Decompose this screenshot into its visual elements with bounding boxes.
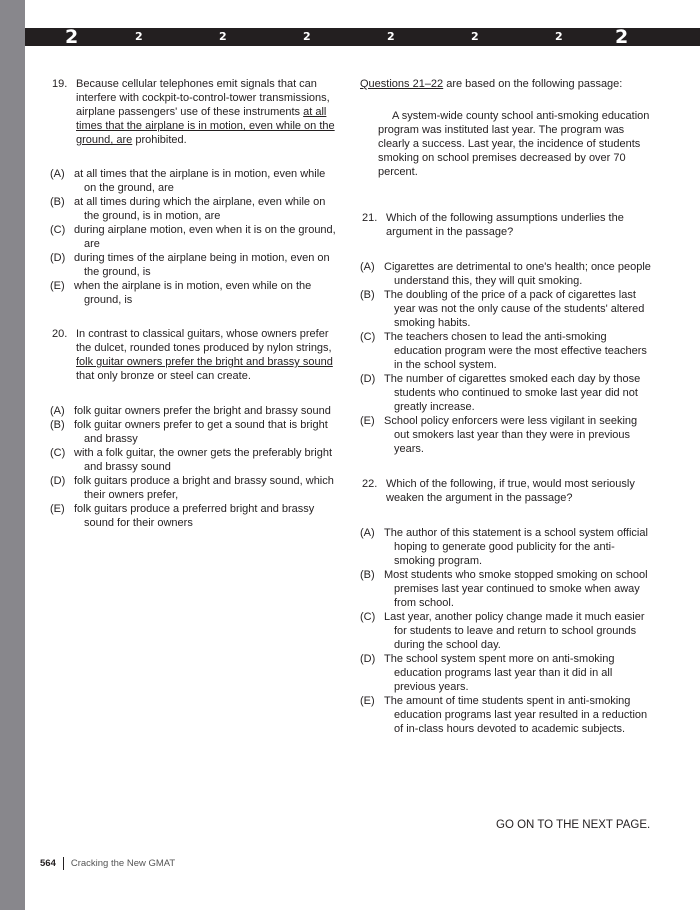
option-letter: (C) <box>360 331 376 343</box>
option-text: The author of this statement is a school system official hoping to generate good publicity for the anti-smoking program. <box>384 527 648 567</box>
option-letter: (A) <box>360 261 375 273</box>
q21-options <box>360 260 652 456</box>
passage-question-range: Questions 21–22 <box>360 78 444 90</box>
page-number: 564 <box>40 858 56 870</box>
answer-option[interactable] <box>360 288 652 330</box>
option-letter: (D) <box>50 475 66 487</box>
question-stem: Which of the following, if true, would most seriously weaken the argument in the passage? <box>386 478 635 504</box>
option-text: when the airplane is in motion, even while on the ground, is <box>74 280 312 306</box>
option-letter: (A) <box>360 527 375 539</box>
option-text: School policy enforcers were less vigilant in seeking out smokers last year than they were in previous years. <box>384 415 638 455</box>
q20-options <box>50 404 340 530</box>
section-header-bar <box>25 28 700 46</box>
passage-text: A system-wide county school anti-smoking education program was instituted last year. The program was clearly a success. Last year, the incidence of students smoking on school premises decreased by over 70 percent. <box>378 110 650 178</box>
passage-intro <box>360 77 650 91</box>
option-letter: (E) <box>50 503 65 515</box>
answer-option[interactable] <box>360 372 652 414</box>
question-21 <box>362 211 650 239</box>
underlined-portion: at all times that the airplane is in motion, even while on the ground, are <box>76 106 335 146</box>
page-edge-bar <box>0 0 25 910</box>
answer-option[interactable] <box>360 260 652 288</box>
option-letter: (E) <box>50 280 65 292</box>
option-text: The number of cigarettes smoked each day by those students who continued to smoke last year did not greatly increase. <box>384 373 641 413</box>
answer-option[interactable] <box>360 568 652 610</box>
footer-divider <box>63 857 64 870</box>
section-number: 2 <box>135 30 143 43</box>
question-number: 22. <box>362 478 378 490</box>
answer-option[interactable] <box>50 223 340 251</box>
book-title: Cracking the New GMAT <box>70 858 176 870</box>
option-text: folk guitar owners prefer to get a sound that is bright and brassy <box>74 419 328 445</box>
answer-option[interactable] <box>50 279 340 307</box>
option-text: folk guitars produce a bright and brassy sound, which their owners prefer, <box>74 475 334 501</box>
option-text: at all times during which the airplane, even while on the ground, is in motion, are <box>74 196 326 222</box>
section-number: 2 <box>387 30 395 43</box>
answer-option[interactable] <box>360 610 652 652</box>
answer-option[interactable] <box>50 474 340 502</box>
option-text: with a folk guitar, the owner gets the preferably bright and brassy sound <box>74 447 333 473</box>
underlined-portion: folk guitar owners prefer the bright and brassy sound <box>76 356 333 368</box>
option-text: folk guitar owners prefer the bright and brassy sound <box>74 405 331 417</box>
option-letter: (B) <box>50 419 65 431</box>
answer-option[interactable] <box>360 526 652 568</box>
question-stem-end: that only bronze or steel can create. <box>76 370 251 382</box>
option-text: at all times that the airplane is in motion, even while on the ground, are <box>74 168 326 194</box>
q22-options <box>360 526 652 736</box>
option-letter: (D) <box>360 653 376 665</box>
option-text: The teachers chosen to lead the anti-smoking education program were the most effective teachers in the school system. <box>384 331 647 371</box>
option-letter: (C) <box>360 611 376 623</box>
option-letter: (C) <box>50 224 66 236</box>
answer-option[interactable] <box>360 652 652 694</box>
option-text: The amount of time students spent in anti-smoking education programs last year resulted in a reduction of in-class hours devoted to academic subjects. <box>384 695 648 735</box>
option-letter: (B) <box>50 196 65 208</box>
answer-option[interactable] <box>50 446 340 474</box>
option-letter: (A) <box>50 405 65 417</box>
option-letter: (D) <box>50 252 66 264</box>
option-text: folk guitars produce a preferred bright and brassy sound for their owners <box>74 503 315 529</box>
answer-option[interactable] <box>360 414 652 456</box>
q19-options <box>50 167 340 307</box>
option-text: The doubling of the price of a pack of cigarettes last year was not the only cause of the students' altered smoking habits. <box>384 289 645 329</box>
question-stem: Because cellular telephones emit signals that can interfere with cockpit-to-control-tower transmissions, airplane passengers' use of these instruments <box>76 78 330 118</box>
answer-option[interactable] <box>50 502 340 530</box>
question-22 <box>362 477 650 505</box>
answer-option[interactable] <box>50 251 340 279</box>
answer-option[interactable] <box>50 167 340 195</box>
option-letter: (C) <box>50 447 66 459</box>
section-number: 2 <box>555 30 563 43</box>
question-stem: Which of the following assumptions underlies the argument in the passage? <box>386 212 624 238</box>
page-footer <box>40 857 175 871</box>
section-number: 2 <box>219 30 227 43</box>
section-number: 2 <box>615 26 629 48</box>
option-text: during times of the airplane being in motion, even on the ground, is <box>74 252 330 278</box>
question-stem: In contrast to classical guitars, whose owners prefer the dulcet, rounded tones produced by nylon strings, <box>76 328 332 354</box>
section-number: 2 <box>471 30 479 43</box>
option-letter: (B) <box>360 289 375 301</box>
go-on-notice: GO ON TO THE NEXT PAGE. <box>496 819 651 831</box>
answer-option[interactable] <box>360 330 652 372</box>
option-letter: (B) <box>360 569 375 581</box>
question-number: 19. <box>52 78 68 90</box>
section-number: 2 <box>303 30 311 43</box>
passage-intro-text: are based on the following passage: <box>443 78 623 90</box>
option-letter: (E) <box>360 415 375 427</box>
option-letter: (A) <box>50 168 65 180</box>
option-letter: (E) <box>360 695 375 707</box>
answer-option[interactable] <box>50 404 340 418</box>
option-text: Last year, another policy change made it much easier for students to leave and return to school grounds during the school day. <box>384 611 645 651</box>
question-stem-end: prohibited. <box>132 134 187 146</box>
question-number: 21. <box>362 212 378 224</box>
option-text: Most students who smoke stopped smoking on school premises last year continued to smoke when away from school. <box>384 569 648 609</box>
answer-option[interactable] <box>50 418 340 446</box>
answer-option[interactable] <box>50 195 340 223</box>
question-number: 20. <box>52 328 68 340</box>
option-text: during airplane motion, even when it is on the ground, are <box>74 224 336 250</box>
option-text: Cigarettes are detrimental to one's health; once people understand this, they will quit smoking. <box>384 261 651 287</box>
question-20 <box>52 327 340 383</box>
answer-option[interactable] <box>360 694 652 736</box>
section-number: 2 <box>65 26 79 48</box>
option-text: The school system spent more on anti-smoking education programs last year than it did in all previous years. <box>384 653 615 693</box>
option-letter: (D) <box>360 373 376 385</box>
question-19 <box>52 77 340 147</box>
